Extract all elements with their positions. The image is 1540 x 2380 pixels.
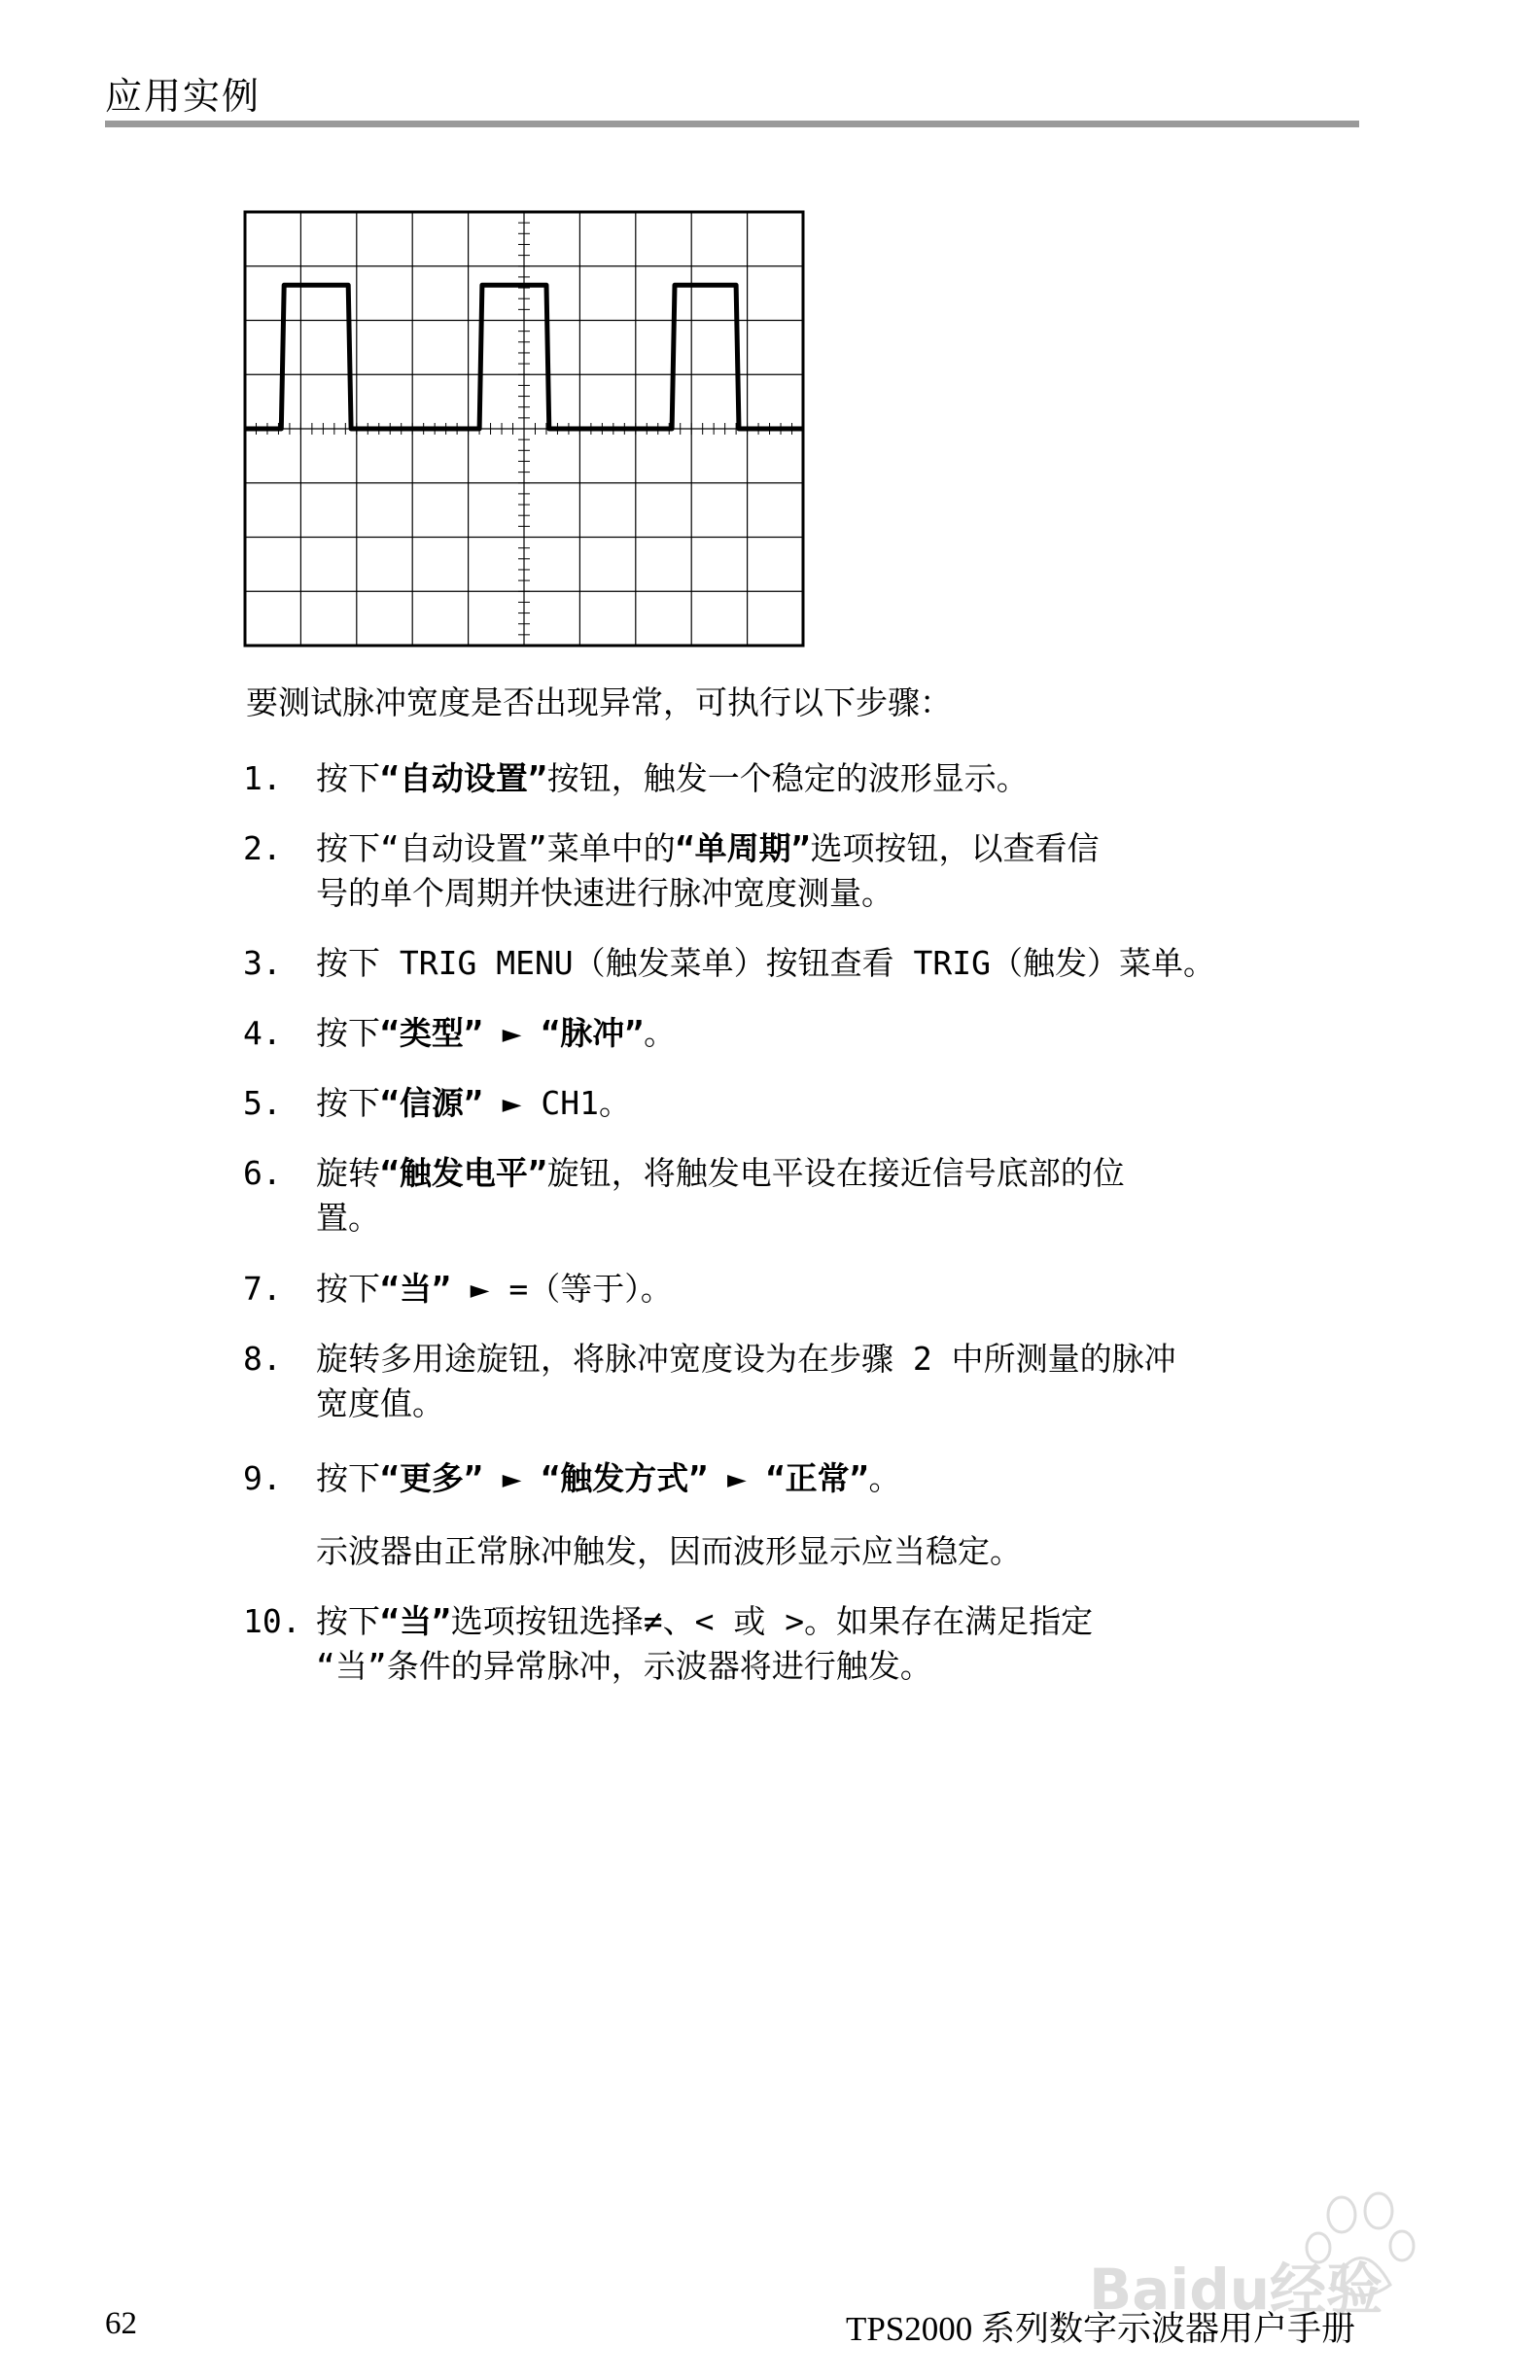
emphasis: “单周期” — [675, 829, 811, 867]
waveform-plot — [243, 210, 805, 648]
arrow-icon: ► — [482, 1014, 542, 1052]
running-header: 应用实例 — [105, 75, 262, 118]
manual-title: TPS2000 系列数字示波器用户手册 — [845, 2310, 1355, 2348]
step-number: 6. — [243, 1154, 282, 1192]
intro-text: 要测试脉冲宽度是否出现异常，可执行以下步骤： — [246, 683, 952, 721]
step-number: 3. — [243, 944, 282, 982]
step-number: 4. — [243, 1014, 282, 1052]
oscilloscope-screen — [243, 210, 805, 648]
step-number: 7. — [243, 1270, 282, 1308]
emphasis: “自动设置” — [380, 759, 547, 797]
step-number: 10. — [243, 1602, 301, 1640]
step-number: 9. — [243, 1459, 282, 1497]
page-number: 62 — [105, 2306, 137, 2341]
step-9-note: 示波器由正常脉冲触发，因而波形显示应当稳定。 — [316, 1532, 1022, 1570]
watermark-text: Baidu经验 — [1089, 2257, 1383, 2323]
step-number: 8. — [243, 1340, 282, 1378]
step-number: 2. — [243, 829, 282, 867]
step-number: 5. — [243, 1084, 282, 1122]
header-rule — [105, 121, 1359, 127]
watermark-logo — [1089, 2178, 1439, 2324]
step-number: 1. — [243, 759, 282, 797]
